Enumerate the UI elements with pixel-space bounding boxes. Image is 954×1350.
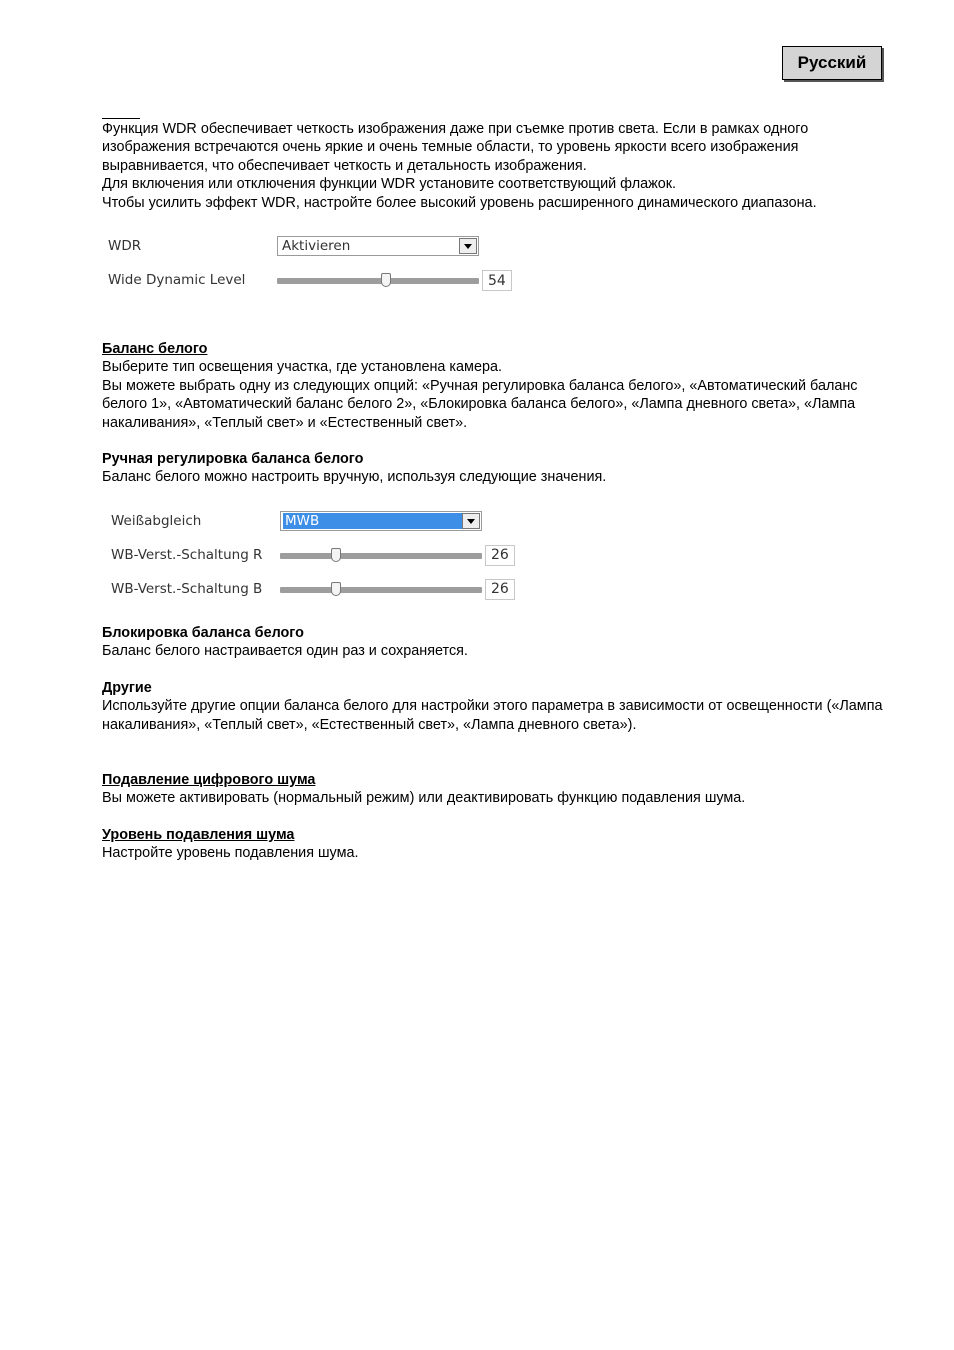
manual-wb-text: Баланс белого можно настроить вручную, используя следующие значения.	[102, 469, 607, 486]
wb-lock-section	[102, 624, 892, 661]
wide-dynamic-level-value[interactable]: 54	[482, 270, 512, 291]
chevron-down-icon[interactable]	[462, 513, 480, 529]
wb-gain-r-row	[108, 543, 281, 567]
wdr-select-value: Aktivieren	[282, 238, 351, 255]
wdr-select[interactable]	[277, 236, 479, 256]
wb-gain-b-slider-handle[interactable]	[331, 582, 341, 596]
dnr-section	[102, 771, 892, 808]
wb-mode-row	[108, 509, 281, 533]
noise-level-section	[102, 826, 892, 863]
white-balance-heading: Баланс белого	[102, 341, 208, 358]
white-balance-paragraph-2: Вы можете выбрать одну из следующих опций: «Ручная регулировка баланса белого», «Автоматический баланс белого 1», «Автоматический баланс белого 2», «Блокировка баланса белого», «Лампа дневного света», «Лампа накаливания», «Теплый свет» и «Естественный свет».	[102, 377, 858, 431]
wdr-label: WDR	[108, 238, 142, 255]
wdr-settings-panel	[102, 232, 892, 302]
wb-gain-r-value[interactable]: 26	[485, 545, 515, 566]
wide-dynamic-level-label: Wide Dynamic Level	[108, 272, 246, 289]
wb-gain-b-label: WB-Verst.-Schaltung B	[111, 580, 263, 597]
wdr-row	[108, 234, 278, 258]
wdr-paragraph-2: Для включения или отключения функции WDR установите соответствующий флажок.	[102, 176, 677, 193]
other-section	[102, 679, 892, 734]
wb-gain-b-slider[interactable]	[280, 587, 482, 593]
wb-gain-r-slider-handle[interactable]	[331, 548, 341, 562]
section-marker-rule	[102, 118, 140, 119]
dnr-text: Вы можете активировать (нормальный режим) или деактивировать функцию подавления шума.	[102, 790, 746, 807]
wb-gain-r-slider[interactable]	[280, 553, 482, 559]
other-text: Используйте другие опции баланса белого для настройки этого параметра в зависимости от освещенности («Лампа накаливания», «Теплый свет», «Естественный свет», «Лампа дневного света»).	[102, 698, 883, 733]
wb-gain-b-value[interactable]: 26	[485, 579, 515, 600]
wb-mode-label: Weißabgleich	[111, 512, 202, 529]
white-balance-paragraph-1: Выберите тип освещения участка, где установлена камера.	[102, 359, 502, 376]
wdr-paragraph-3: Чтобы усилить эффект WDR, настройте более высокий уровень расширенного динамического диапазона.	[102, 194, 817, 211]
wb-lock-text: Баланс белого настраивается один раз и сохраняется.	[102, 643, 468, 660]
noise-level-text: Настройте уровень подавления шума.	[102, 845, 359, 862]
manual-wb-heading: Ручная регулировка баланса белого	[102, 451, 364, 468]
wide-dynamic-level-row	[108, 268, 278, 292]
chevron-down-icon[interactable]	[459, 238, 477, 254]
noise-level-heading: Уровень подавления шума	[102, 826, 295, 843]
white-balance-section	[102, 340, 892, 432]
wb-lock-heading: Блокировка баланса белого	[102, 624, 304, 641]
wb-mode-select[interactable]	[280, 511, 482, 531]
wide-dynamic-level-slider-handle[interactable]	[381, 273, 391, 287]
manual-wb-settings-panel	[102, 507, 892, 607]
wide-dynamic-level-slider[interactable]	[277, 278, 479, 284]
wb-gain-b-row	[108, 577, 281, 601]
manual-wb-section	[102, 450, 892, 487]
wb-mode-select-value: MWB	[283, 513, 462, 529]
dnr-heading: Подавление цифрового шума	[102, 771, 316, 788]
language-badge: Русский	[782, 46, 882, 80]
page-content	[102, 118, 892, 863]
other-heading: Другие	[102, 679, 152, 696]
wdr-paragraph-1: Функция WDR обеспечивает четкость изображения даже при съемке против света. Если в рамках одного изображения встречаются очень яркие и очень темные области, то уровень яркости всего изображения выравнивается, что обеспечивает четкость и детальность изображения.	[102, 121, 809, 174]
wb-gain-r-label: WB-Verst.-Schaltung R	[111, 546, 263, 563]
